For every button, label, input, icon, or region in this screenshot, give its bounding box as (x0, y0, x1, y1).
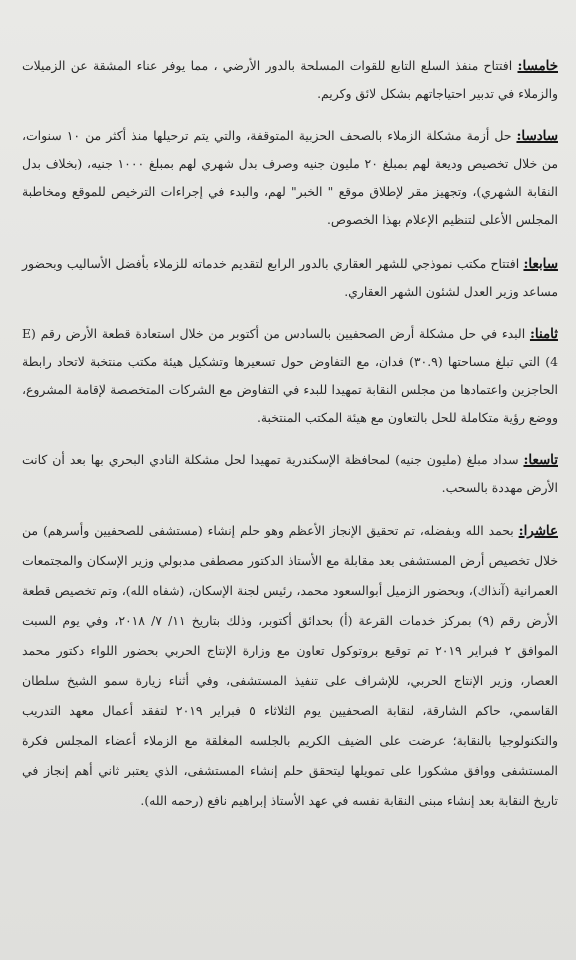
paragraph-heading: سادسا: (516, 128, 558, 144)
paragraph-tenth (22, 516, 558, 816)
paragraph-ninth (22, 446, 558, 502)
paragraph-text: حل أزمة مشكلة الزملاء بالصحف الحزبية المتوقفة، والتي يتم ترحيلها منذ أكثر من ١٠ سنوات، من خلال تخصيص وديعة لهم بمبلغ ٢٠ مليون جنيه وصرف بدل شهري لهم بمبلغ ١٠٠٠ جنيه، (بخلاف بدل النقابة الشهري)، وتجهيز مقر لإطلاق موقع " الخبر" لهم، والبدء في إجراءات الترخيص للموقع ومخاطبة المجلس الأعلى لتنظيم الإعلام بهذا الخصوص. (22, 128, 558, 227)
paragraph-heading: ثامنا: (529, 326, 558, 342)
paragraph-heading: سابعا: (523, 256, 558, 272)
paragraph-seventh (22, 250, 558, 306)
paragraph-sixth (22, 122, 558, 234)
paragraph-text: بحمد الله وبفضله، تم تحقيق الإنجاز الأعظم وهو حلم إنشاء (مستشفى للصحفيين وأسرهم) من خلال تخصيص أرض المستشفى بعد مقابلة مع الأستاذ الدكتور مصطفى مدبولي وزير الإسكان والمجتمعات العمرانية (آنذاك)، وبحضور الزميل أبوالسعود محمد، رئيس لجنة الإسكان، (شفاه الله)، وتم تخصيص قطعة الأرض رقم (٩) بمركز خدمات القرعة (أ) بحدائق أكتوبر، وذلك بتاريخ ١١/ ٧/ ٢٠١٨، وفي يوم السبت الموافق ٢ فبراير ٢٠١٩ تم توقيع بروتوكول تعاون مع وزارة الإنتاج الحربي بحضور اللواء دكتور محمد العصار، وزير الإنتاج الحربي، للإشراف على تنفيذ المستشفى، وفي أثناء زيارة سمو الشيخ سلطان القاسمي، حاكم الشارقة، لنقابة الصحفيين يوم الثلاثاء ٥ فبراير ٢٠١٩ لتفقد أعمال معهد التدريب والتكنولوجيا بالنقابة؛ عرضت على الضيف الكريم بالجلسه المغلقة مع الزملاء أعضاء المجلس فكرة المستشفى ووافق مشكورا على تمويلها ليتحقق حلم إنشاء المستشفى، الذي يعتبر ثاني أهم إنجاز في تاريخ النقابة بعد إنشاء مبنى النقابة نفسه في عهد الأستاذ إبراهيم نافع (رحمه الله). (22, 523, 559, 808)
paragraph-heading: تاسعا: (523, 452, 558, 468)
paragraph-text: افتتاح منفذ السلع التابع للقوات المسلحة بالدور الأرضي ، مما يوفر عناء المشقة عن الزميلات والزملاء في تدبير احتياجاتهم بشكل لائق وكريم. (22, 58, 558, 101)
paragraph-eighth (22, 320, 558, 432)
paragraph-heading: خامسا: (517, 58, 558, 74)
paragraph-heading: عاشرا: (518, 523, 558, 539)
paragraph-text: سداد مبلغ (مليون جنيه) لمحافظة الإسكندرية تمهيدا لحل مشكلة النادي البحري بها بعد أن كانت الأرض مهددة بالسحب. (22, 452, 558, 495)
paragraph-text: البدء في حل مشكلة أرض الصحفيين بالسادس من أكتوبر من خلال استعادة قطعة الأرض رقم (E 4) التي تبلغ مساحتها (٣٠.٩) فدان، مع التفاوض حول تسعيرها وتشكيل هيئة مكتب منتخبة لاتحاد رابطة الحاجزين واعتمادها من مجلس النقابة تمهيدا للبدء في التفاوض مع الشركات المتخصصة لإقامة المشروع، ووضع رؤية متكاملة للحل بالتعاون مع هيئة المكتب المنتخبة. (22, 326, 558, 425)
paragraph-text: افتتاح مكتب نموذجي للشهر العقاري بالدور الرابع لتقديم خدماته للزملاء بأفضل الأساليب وبحضور مساعد وزير العدل لشئون الشهر العقاري. (22, 256, 558, 299)
paragraph-fifth (22, 52, 558, 108)
